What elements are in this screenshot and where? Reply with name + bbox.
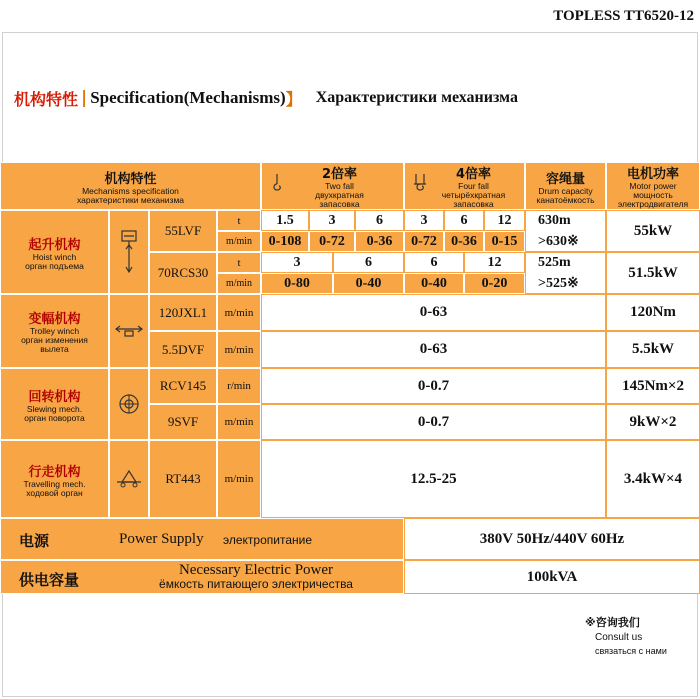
slewing-model-1: RCV145 [149, 368, 217, 404]
hoist-unit-t-1: t [217, 210, 261, 231]
hoist-unit-speed-1: m/min [217, 231, 261, 252]
hoist-model-1: 55LVF [149, 210, 217, 252]
trolley-power-1: 120Nm [606, 294, 700, 331]
travel-power: 3.4kW×4 [606, 440, 700, 518]
speed-cell: 0-80 [261, 273, 333, 294]
load-cell: 12 [484, 210, 525, 231]
header-mechanisms: 机构特性 Mechanisms specification характеристики механизма [0, 162, 261, 210]
title-cn: 机构特性 [14, 89, 79, 109]
slewing-icon [109, 368, 149, 440]
hoist-winch-icon [109, 210, 149, 294]
electric-power-en: Necessary Electric Power [178, 562, 334, 578]
speed-cell: 0-108 [261, 231, 309, 252]
load-cell: 3 [261, 252, 333, 273]
travel-label: 行走机构 Travelling mech. ходовой орган [0, 440, 109, 518]
load-cell: 6 [444, 210, 484, 231]
speed-cell: 0-40 [333, 273, 404, 294]
slewing-speed-1: 0-0.7 [261, 368, 606, 404]
slewing-model-2: 9SVF [149, 404, 217, 440]
electric-power-row [0, 560, 404, 594]
hoist-label: 起升机构 Hoist winch орган подъема [0, 210, 109, 294]
drum-capacity-1: 630m >630※ [525, 210, 606, 252]
power-supply-row [0, 518, 404, 560]
title-bracket: 】 [285, 89, 302, 109]
speed-cell: 0-15 [484, 231, 525, 252]
trolley-icon [109, 294, 149, 368]
header-drum-capacity: 容绳量 Drum capacity канатоёмкость [525, 162, 606, 210]
slewing-power-2: 9kW×2 [606, 404, 700, 440]
hoist-model-2: 70RCS30 [149, 252, 217, 294]
slewing-power-1: 145Nm×2 [606, 368, 700, 404]
drum-capacity-2: 525m >525※ [525, 252, 606, 294]
power-supply-ru: электропитание [223, 533, 313, 547]
load-cell: 3 [309, 210, 355, 231]
trolley-power-2: 5.5kW [606, 331, 700, 368]
page-title [14, 86, 518, 110]
load-cell: 6 [333, 252, 404, 273]
consult-note: ※咨询我们 Consult us связаться с нами [585, 616, 667, 656]
trolley-label: 变幅机构 Trolley winch орган изменения вылета [0, 294, 109, 368]
speed-cell: 0-72 [404, 231, 444, 252]
travel-icon [109, 440, 149, 518]
speed-cell: 0-40 [404, 273, 464, 294]
speed-cell: 0-36 [444, 231, 484, 252]
travel-unit: m/min [217, 440, 261, 518]
header-four-fall: 4倍率 Four fall четырёхкратная запасовка [404, 162, 525, 210]
hoist-power-2: 51.5kW [606, 252, 700, 294]
travel-model: RT443 [149, 440, 217, 518]
load-cell: 12 [464, 252, 525, 273]
trolley-model-2: 5.5DVF [149, 331, 217, 368]
hook-icon [270, 173, 284, 195]
slewing-unit-2: m/min [217, 404, 261, 440]
trolley-speed-2: 0-63 [261, 331, 606, 368]
load-cell: 6 [355, 210, 404, 231]
header-two-fall: 2倍率 Two fall двухкратная запасовка [261, 162, 404, 210]
load-cell: 6 [404, 252, 464, 273]
electric-power-cn: 供电容量 [19, 571, 80, 589]
electric-power-value: 100kVA [404, 560, 700, 594]
speed-cell: 0-36 [355, 231, 404, 252]
power-supply-cn: 电源 [19, 532, 50, 550]
model-header: TOPLESS TT6520-12 [553, 8, 694, 24]
hoist-unit-t-2: t [217, 252, 261, 273]
title-sep: | [81, 88, 88, 108]
hoist-power-1: 55kW [606, 210, 700, 252]
trolley-speed-1: 0-63 [261, 294, 606, 331]
header-motor-power: 电机功率 Motor power мощность электродвигателя [606, 162, 700, 210]
slewing-speed-2: 0-0.7 [261, 404, 606, 440]
title-en: Specification(Mechanisms) [90, 88, 286, 107]
power-supply-value: 380V 50Hz/440V 60Hz [404, 518, 700, 560]
double-hook-icon [411, 173, 429, 195]
trolley-unit-2: m/min [217, 331, 261, 368]
title-ru: Характеристики механизма [315, 89, 518, 106]
speed-cell: 0-20 [464, 273, 525, 294]
trolley-unit-1: m/min [217, 294, 261, 331]
speed-cell: 0-72 [309, 231, 355, 252]
slewing-unit-1: r/min [217, 368, 261, 404]
slewing-label: 回转机构 Slewing mech. орган поворота [0, 368, 109, 440]
load-cell: 1.5 [261, 210, 309, 231]
trolley-model-1: 120JXL1 [149, 294, 217, 331]
load-cell: 3 [404, 210, 444, 231]
travel-speed: 12.5-25 [261, 440, 606, 518]
power-supply-en: Power Supply [119, 531, 204, 547]
hoist-unit-speed-2: m/min [217, 273, 261, 294]
electric-power-ru: ёмкость питающего электричества [159, 577, 353, 591]
